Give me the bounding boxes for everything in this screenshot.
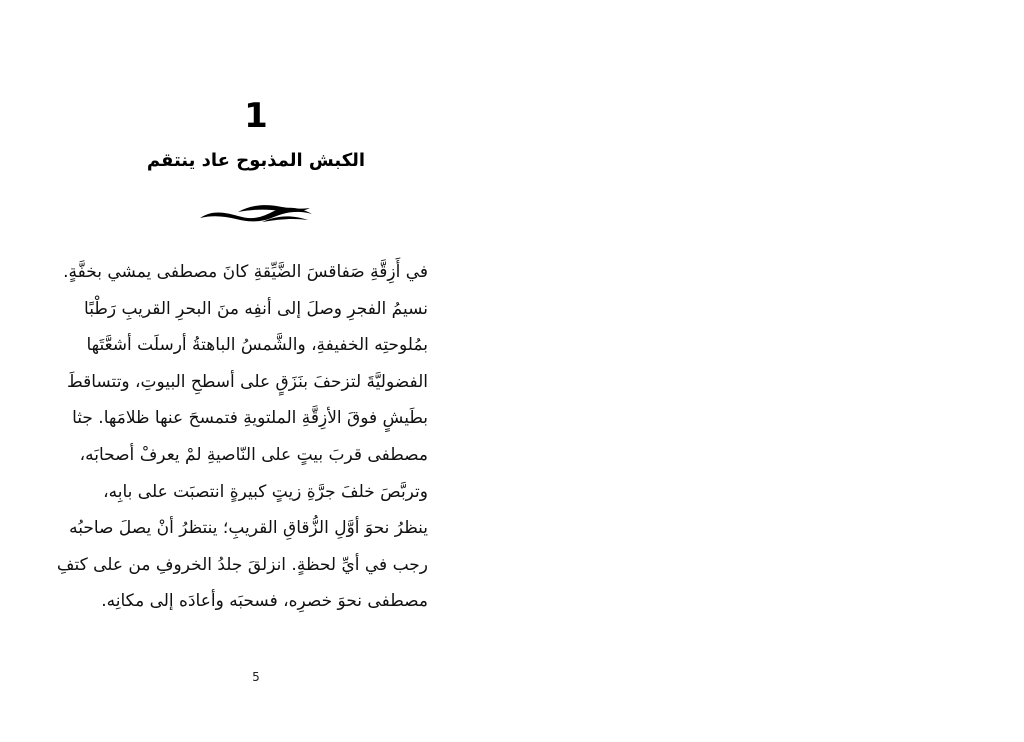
chapter-body-text [56, 254, 428, 620]
page-number: 5 [252, 670, 260, 684]
text-line: بطَيشٍ فوقَ الأزِقَّةِ الملتويةِ فتمسحَ عنها ظلامَها. جثا [72, 408, 428, 429]
chapter-title: الكبش المذبوح عاد ينتقم [146, 150, 366, 171]
chapter-number: 1 [244, 96, 268, 136]
text-line: رجب في أيِّ لحظةٍ. انزلقَ جلدُ الخروفِ من على كتفِ [56, 554, 428, 575]
text-line: في أَزِقَّةِ صَفاقسَ الضَّيِّقةِ كانَ مصطفى يمشي بخفَّةٍ. [63, 262, 428, 282]
text-line: مصطفى نحوَ خصرِه، فسحبَه وأعادَه إلى مكانِه. [101, 591, 428, 612]
text-line: مصطفى قربَ بيتٍ على النّاصيةِ لمْ يعرفْ أصحابَه، [79, 444, 428, 465]
text-line: ينظرُ نحوَ أوَّلِ الزُّقاقِ القريبِ؛ ينتظرُ أنْ يصلَ صاحبُه [69, 518, 428, 539]
text-line: وتربَّصَ خلفَ جرَّةِ زيتٍ كبيرةٍ انتصبَت على بابِه، [103, 481, 428, 502]
text-line: بمُلوحتِه الخفيفةِ، والشَّمسُ الباهتةُ أرسلَت أشعَّتَها [86, 335, 428, 356]
wave-flourish-icon [198, 200, 314, 226]
text-line: نسيمُ الفجرِ وصلَ إلى أنفِه منَ البحرِ القريبِ رَطْبًا [84, 298, 428, 319]
text-line: الفضوليَّةَ لتزحفَ بنَزَقٍ على أسطحِ البيوتِ، وتتساقطَ [66, 371, 428, 392]
